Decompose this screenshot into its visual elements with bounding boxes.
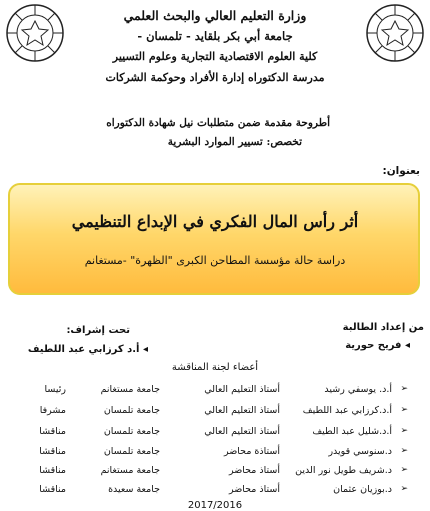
student-name-text: فريح حورية: [345, 340, 402, 351]
ministry-line: وزارة التعليم العالي والبحث العلمي: [123, 8, 307, 23]
member-rank: أستاذ التعليم العالي: [204, 405, 280, 416]
thesis-statement: أطروحة مقدمة ضمن متطلبات نيل شهادة الدكتوراه: [106, 117, 330, 129]
bullet-icon: ➢: [400, 484, 408, 494]
prepared-by-label: من إعداد الطالبة: [342, 322, 424, 333]
subtitle: دراسة حالة مؤسسة المطاحن الكبرى "الظهرة" -مستغانم: [84, 254, 346, 267]
supervisor-label: تحت إشراف:: [66, 325, 130, 336]
academic-year: 2017/2016: [187, 500, 243, 511]
specialization: تخصص: تسيير الموارد البشرية: [167, 136, 302, 148]
member-name: أ.د.شليل عبد الطيف: [312, 426, 392, 437]
member-role: مناقشا: [39, 484, 66, 495]
member-rank: أستاذة محاضر: [223, 446, 280, 457]
committee-row: [0, 426, 430, 444]
member-university: جامعة تلمسان: [103, 405, 160, 416]
main-title: أثر رأس المال الفكري في الإبداع التنظيمي: [71, 212, 359, 231]
member-name: أ.د. يوسفي رشيد: [324, 384, 392, 395]
member-name: د.بوزيان عثمان: [333, 484, 392, 495]
member-university: جامعة تلمسان: [103, 426, 160, 437]
member-name: د.سنوسي قويدر: [328, 446, 392, 457]
title-box: [8, 183, 420, 295]
bullet-icon: ➢: [400, 426, 408, 436]
title-label: بعنوان:: [382, 165, 420, 177]
committee-row: [0, 405, 430, 423]
member-role: مناقشا: [39, 465, 66, 476]
member-role: مناقشا: [39, 426, 66, 437]
member-university: جامعة تلمسان: [103, 446, 160, 457]
doctoral-school-line: مدرسة الدكتوراه إدارة الأفراد وحوكمة الشركات: [105, 71, 325, 84]
bullet-icon: ➢: [400, 384, 408, 394]
member-role: مشرفا: [39, 405, 66, 416]
supervisor-name-text: أ.د كرزابي عبد اللطيف: [27, 344, 140, 355]
member-university: جامعة مستغانم: [100, 465, 160, 476]
supervisor-name: [28, 344, 148, 355]
student-bullet-icon: ◂: [401, 340, 410, 351]
committee-title: أعضاء لجنة المناقشة: [171, 362, 259, 373]
member-university: جامعة مستغانم: [100, 384, 160, 395]
member-rank: أستاذ محاضر: [228, 484, 280, 495]
member-university: جامعة سعيدة: [108, 484, 160, 495]
member-rank: أستاذ التعليم العالي: [204, 426, 280, 437]
bullet-icon: ➢: [400, 465, 408, 475]
member-name: أ.د.كرزابي عبد اللطيف: [302, 405, 392, 416]
committee-row: [0, 384, 430, 402]
university-line: جامعة أبي بكر بلقايد - تلمسان -: [137, 29, 293, 43]
student-name: [345, 340, 410, 351]
member-role: مناقشا: [39, 446, 66, 457]
member-rank: أستاذ التعليم العالي: [204, 384, 280, 395]
supervisor-bullet-icon: ◂: [139, 344, 148, 355]
bullet-icon: ➢: [400, 405, 408, 415]
bullet-icon: ➢: [400, 446, 408, 456]
member-role: رئيسا: [44, 384, 66, 395]
member-rank: أستاذ محاضر: [228, 465, 280, 476]
member-name: د.شريف طويل نور الدين: [295, 465, 392, 476]
committee-row: [0, 446, 430, 464]
faculty-line: كلية العلوم الاقتصادية التجارية وعلوم التسيير: [112, 50, 318, 63]
committee-row: [0, 465, 430, 483]
